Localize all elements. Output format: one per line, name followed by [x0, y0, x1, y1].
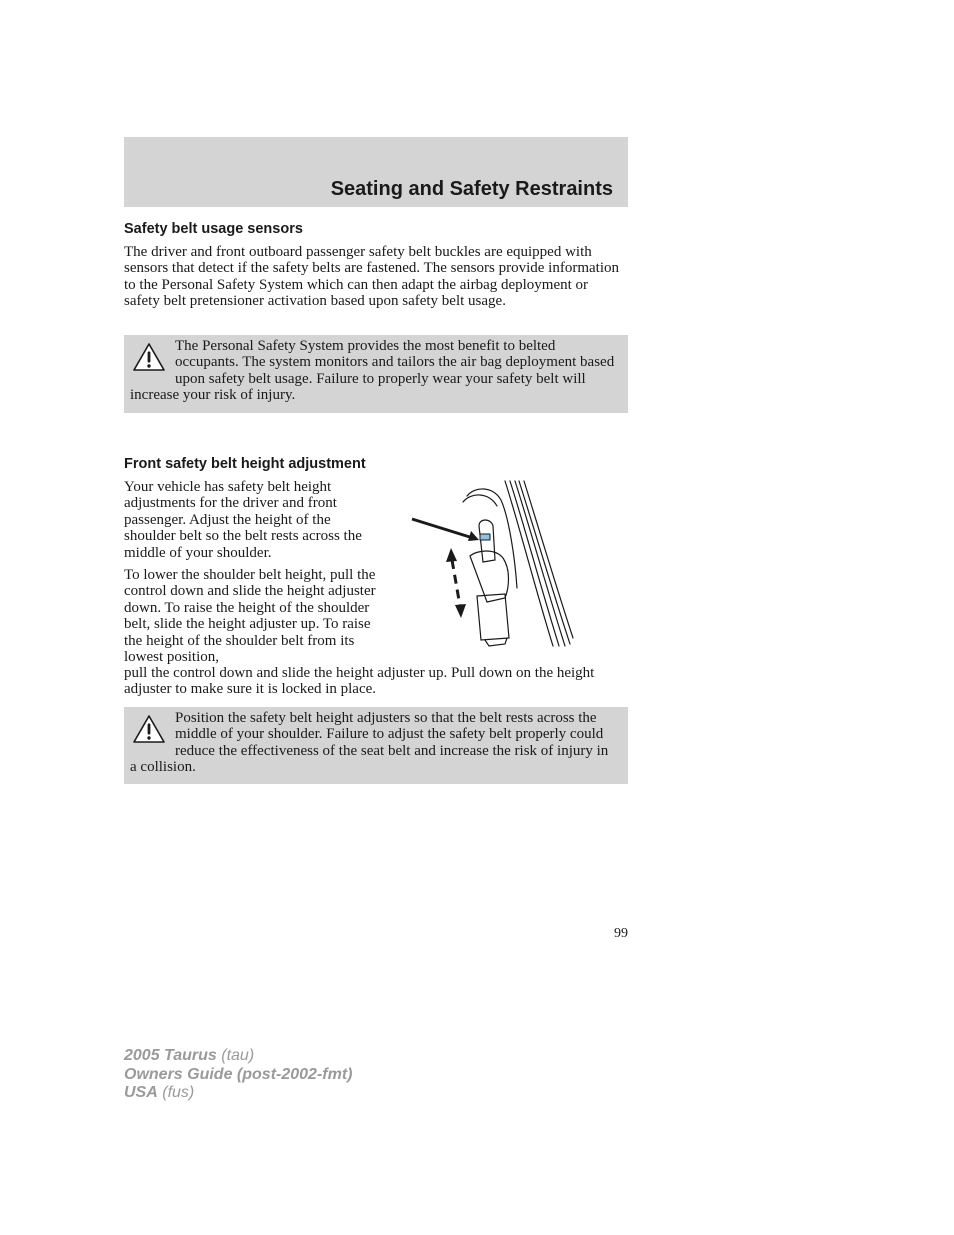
footer-line-guide: [124, 1066, 352, 1085]
paragraph-height-adjustment-intro: Your vehicle has safety belt height adjustments for the driver and front passenger. Adjust the height of the shoulder belt so the belt rests across the middle of your shoulder.: [124, 479, 362, 561]
footer-market: USA: [124, 1084, 158, 1101]
section-title: Seating and Safety Restraints: [330, 178, 613, 200]
paragraph-usage-sensors: The driver and front outboard passenger safety belt buckles are equipped with sensors that detect if the safety belts are fastened. The sensors provide information to the Personal Safety System which can then adapt the airbag deployment or safety belt pretensioner activation based upon safety belt usage.: [124, 244, 619, 310]
footer-line-market: [124, 1084, 352, 1103]
footer-model: 2005 Taurus: [124, 1047, 217, 1064]
up-down-arrow: [452, 560, 460, 606]
belt-height-adjuster-illustration: [405, 478, 575, 650]
warning-triangle-icon: [132, 714, 166, 744]
warning-text-personal-safety: The Personal Safety System provides the most benefit to belted occupants. The system monitors and tailors the air bag deployment based upon safety belt usage. Failure to properly wear your safety belt will increase your risk of injury.: [130, 338, 615, 404]
paragraph-height-adjustment-steps: To lower the shoulder belt height, pull the control down and slide the height adjuster down. To raise the height of the shoulder belt, slide the height adjuster up. To raise the height of the shoulder belt from its lowest position,: [124, 567, 376, 666]
page-number: 99: [614, 926, 628, 941]
heading-safety-belt-usage-sensors: Safety belt usage sensors: [124, 221, 303, 237]
paragraph-height-adjustment-steps-cont: pull the control down and slide the height adjuster up. Pull down on the height adjuster to make sure it is locked in place.: [124, 665, 595, 698]
heading-belt-height-adjustment: Front safety belt height adjustment: [124, 456, 366, 472]
footer-guide: Owners Guide (post-2002-fmt): [124, 1065, 353, 1083]
footer-line-model: [124, 1047, 352, 1066]
warning-text-height-adjuster: Position the safety belt height adjusters so that the belt rests across the middle of your shoulder. Failure to adjust the safety belt properly could reduce the effectiveness of the seat belt and increase the risk of injury in a collision.: [130, 710, 609, 776]
warning-box-height-adjuster: [124, 707, 628, 784]
warning-box-personal-safety: [124, 335, 628, 413]
section-header-band: [124, 137, 628, 207]
height-adjuster-control: [480, 534, 490, 540]
footer-market-code: (fus): [162, 1084, 195, 1101]
warning-triangle-icon: [132, 342, 166, 372]
document-footer: [124, 1047, 352, 1103]
footer-model-code: (tau): [221, 1047, 255, 1064]
pointer-arrow: [412, 519, 473, 538]
